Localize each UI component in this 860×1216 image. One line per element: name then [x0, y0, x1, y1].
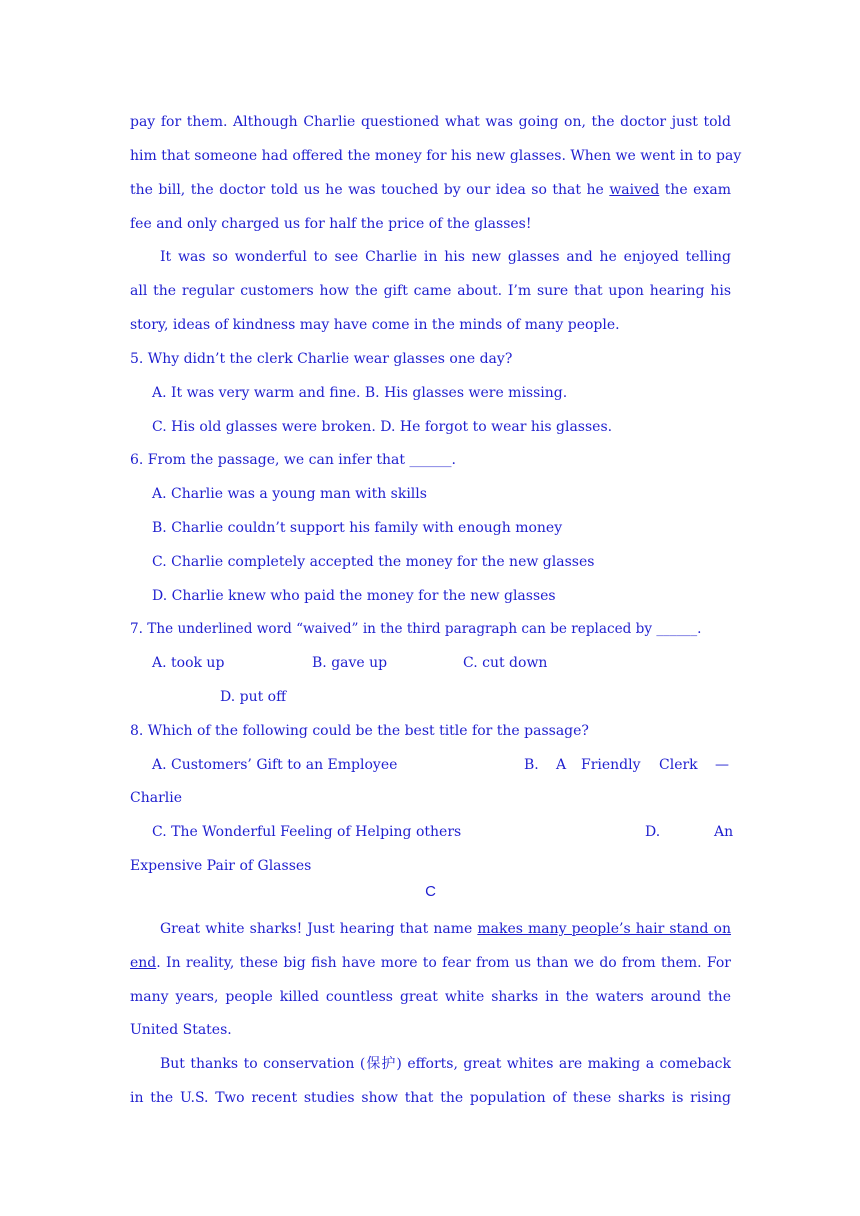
question-8-option-d-word: An [714, 824, 734, 840]
question-7-option-c: C. cut down [463, 655, 548, 671]
passage-line: story, ideas of kindness may have come in the minds of many people. [130, 317, 620, 333]
question-5-options-ab: A. It was very warm and fine. B. His glasses were missing. [152, 385, 568, 401]
question-8-option-b-word: A [556, 757, 567, 773]
passage-line [130, 954, 731, 972]
underlined-word-waived: waived [609, 182, 660, 198]
question-7-option-b: B. gave up [312, 655, 388, 671]
passage-line: in the U.S. Two recent studies show that the population of these sharks is rising [130, 1090, 731, 1106]
question-8-option-d-cont: Expensive Pair of Glasses [130, 858, 312, 874]
question-8-option-c: C. The Wonderful Feeling of Helping others [152, 824, 462, 840]
passage-line: It was so wonderful to see Charlie in his new glasses and he enjoyed telling [160, 249, 731, 265]
passage-line: pay for them. Although Charlie questioned what was going on, the doctor just told [130, 114, 731, 130]
passage-c-heading: C [425, 883, 436, 900]
passage-line: him that someone had offered the money for his new glasses. When we went in to pay [130, 148, 742, 164]
question-7-option-d: D. put off [220, 689, 287, 705]
passage-line: fee and only charged us for half the price of the glasses! [130, 216, 532, 232]
question-5-options-cd: C. His old glasses were broken. D. He forgot to wear his glasses. [152, 419, 613, 435]
question-8-option-b-word: Clerk [659, 757, 698, 773]
passage-line [130, 181, 731, 199]
passage-line: all the regular customers how the gift came about. I’m sure that upon hearing his [130, 283, 731, 299]
question-6-option-c: C. Charlie completely accepted the money for the new glasses [152, 554, 595, 570]
passage-line [160, 920, 731, 938]
question-7: 7. The underlined word “waived” in the third paragraph can be replaced by ______. [130, 621, 702, 637]
text-run: the exam [659, 182, 731, 198]
underlined-phrase: makes many people’s hair stand on [477, 921, 732, 937]
question-8-option-b-word: Friendly [581, 757, 641, 773]
question-8-option-a: A. Customers’ Gift to an Employee [152, 757, 398, 773]
text-run: Great white sharks! Just hearing that name [160, 921, 478, 937]
underlined-phrase: end [130, 955, 157, 971]
passage-line: But thanks to conservation (保护) efforts, great whites are making a comeback [160, 1056, 731, 1072]
passage-line: United States. [130, 1022, 232, 1038]
question-6-option-d: D. Charlie knew who paid the money for the new glasses [152, 588, 556, 604]
text-run: . In reality, these big fish have more to fear from us than we do from them. For [156, 955, 731, 971]
question-8-option-b-cont: Charlie [130, 790, 183, 806]
passage-line: many years, people killed countless great white sharks in the waters around the [130, 989, 731, 1005]
question-5: 5. Why didn’t the clerk Charlie wear glasses one day? [130, 351, 513, 367]
question-6-option-b: B. Charlie couldn’t support his family with enough money [152, 520, 563, 536]
question-8: 8. Which of the following could be the best title for the passage? [130, 723, 589, 739]
question-8-option-b-letter: B. [524, 757, 539, 773]
question-7-option-a: A. took up [152, 655, 225, 671]
question-8-option-d-letter: D. [645, 824, 661, 840]
question-6: 6. From the passage, we can infer that ______. [130, 452, 456, 468]
text-run: the bill, the doctor told us he was touched by our idea so that he [130, 182, 610, 198]
question-8-option-b-dash: — [715, 757, 729, 773]
question-6-option-a: A. Charlie was a young man with skills [152, 486, 427, 502]
